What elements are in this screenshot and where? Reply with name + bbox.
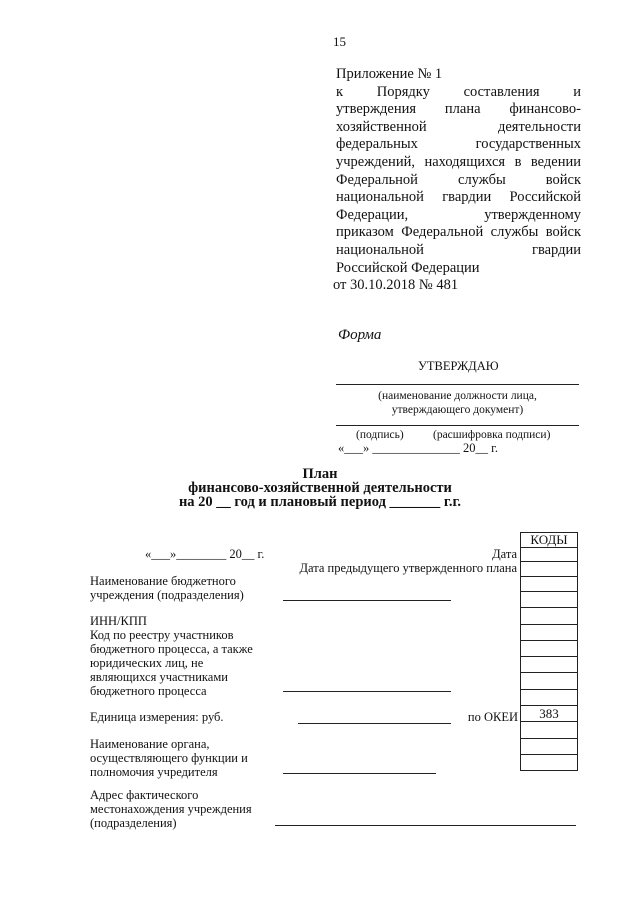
order-reference: от 30.10.2018 № 481 (333, 277, 459, 294)
page-number: 15 (333, 34, 346, 49)
appendix-line: утверждения плана финансово- (336, 101, 581, 118)
appendix-line: учреждений, находящихся в ведении (336, 153, 581, 170)
appendix-note (333, 66, 581, 295)
document-period: на 20 __ год и плановый период _______ г.г. (178, 494, 462, 510)
appendix-line: национальной гвардии Российской (336, 189, 581, 206)
code-cell (520, 690, 578, 706)
inn-kpp-label: ИНН/КПП (90, 614, 147, 628)
document-subtitle: финансово-хозяйственной деятельности (188, 480, 452, 496)
appendix-line: Федерации, утвержденному (336, 206, 581, 223)
appendix-line: национальной гвардии (336, 241, 581, 258)
founder-line (283, 773, 436, 774)
appendix-line: Российской Федерации (336, 259, 480, 276)
code-cell (520, 625, 578, 641)
address-line (275, 825, 576, 826)
form-date-line: «___»________ 20__ г. (145, 547, 265, 561)
approval-heading: УТВЕРЖДАЮ (418, 359, 499, 373)
approval-date-line: «___» ______________ 20__ г. (338, 441, 498, 455)
form-label: Форма (338, 327, 382, 343)
document-title: План (302, 466, 338, 482)
code-cell (520, 722, 578, 739)
okei-label: по ОКЕИ (467, 710, 518, 724)
codes-header: КОДЫ (520, 532, 578, 548)
codes-column (520, 547, 578, 771)
appendix-line: федеральных государственных (336, 136, 581, 153)
appendix-line: Федеральной службы войск (336, 171, 581, 188)
registry-code-label: Код по реестру участников бюджетного процесса, а также юридических лиц, не являющихся участниками бюджетного процесса (90, 628, 253, 698)
signature-line (336, 425, 579, 426)
address-label: Адрес фактического местонахождения учреждения (подразделения) (90, 788, 252, 830)
prev-date-label: Дата предыдущего утвержденного плана (299, 561, 517, 575)
code-cell-date (520, 547, 578, 562)
position-caption-line: утверждающего документ) (391, 404, 524, 416)
unit-line (298, 723, 451, 724)
founder-label: Наименование органа, осуществляющего функции и полномочия учредителя (90, 737, 248, 779)
appendix-line: хозяйственной деятельности (336, 118, 581, 135)
code-cell (520, 592, 578, 608)
decoding-caption: (расшифровка подписи) (433, 429, 551, 441)
code-cell (520, 657, 578, 673)
unit-label: Единица измерения: руб. (90, 710, 224, 724)
code-cell (520, 641, 578, 657)
appendix-line: приказом Федеральной службы войск (336, 224, 581, 241)
institution-name-line (283, 600, 451, 601)
code-cell (520, 755, 578, 771)
date-label: Дата (492, 547, 517, 561)
signature-caption: (подпись) (356, 429, 404, 441)
appendix-line: Приложение № 1 (336, 66, 443, 82)
code-cell (520, 577, 578, 592)
institution-name-label: Наименование бюджетного учреждения (подразделения) (90, 574, 244, 602)
code-cell (520, 673, 578, 690)
position-caption-line: (наименование должности лица, (378, 390, 537, 402)
position-line (336, 384, 579, 385)
code-cell-prev-date (520, 562, 578, 577)
code-cell (520, 739, 578, 755)
appendix-line: к Порядку составления и (336, 83, 581, 100)
registry-code-line (283, 691, 451, 692)
code-cell (520, 608, 578, 625)
position-caption (336, 389, 579, 417)
code-cell-okei: 383 (520, 706, 578, 722)
